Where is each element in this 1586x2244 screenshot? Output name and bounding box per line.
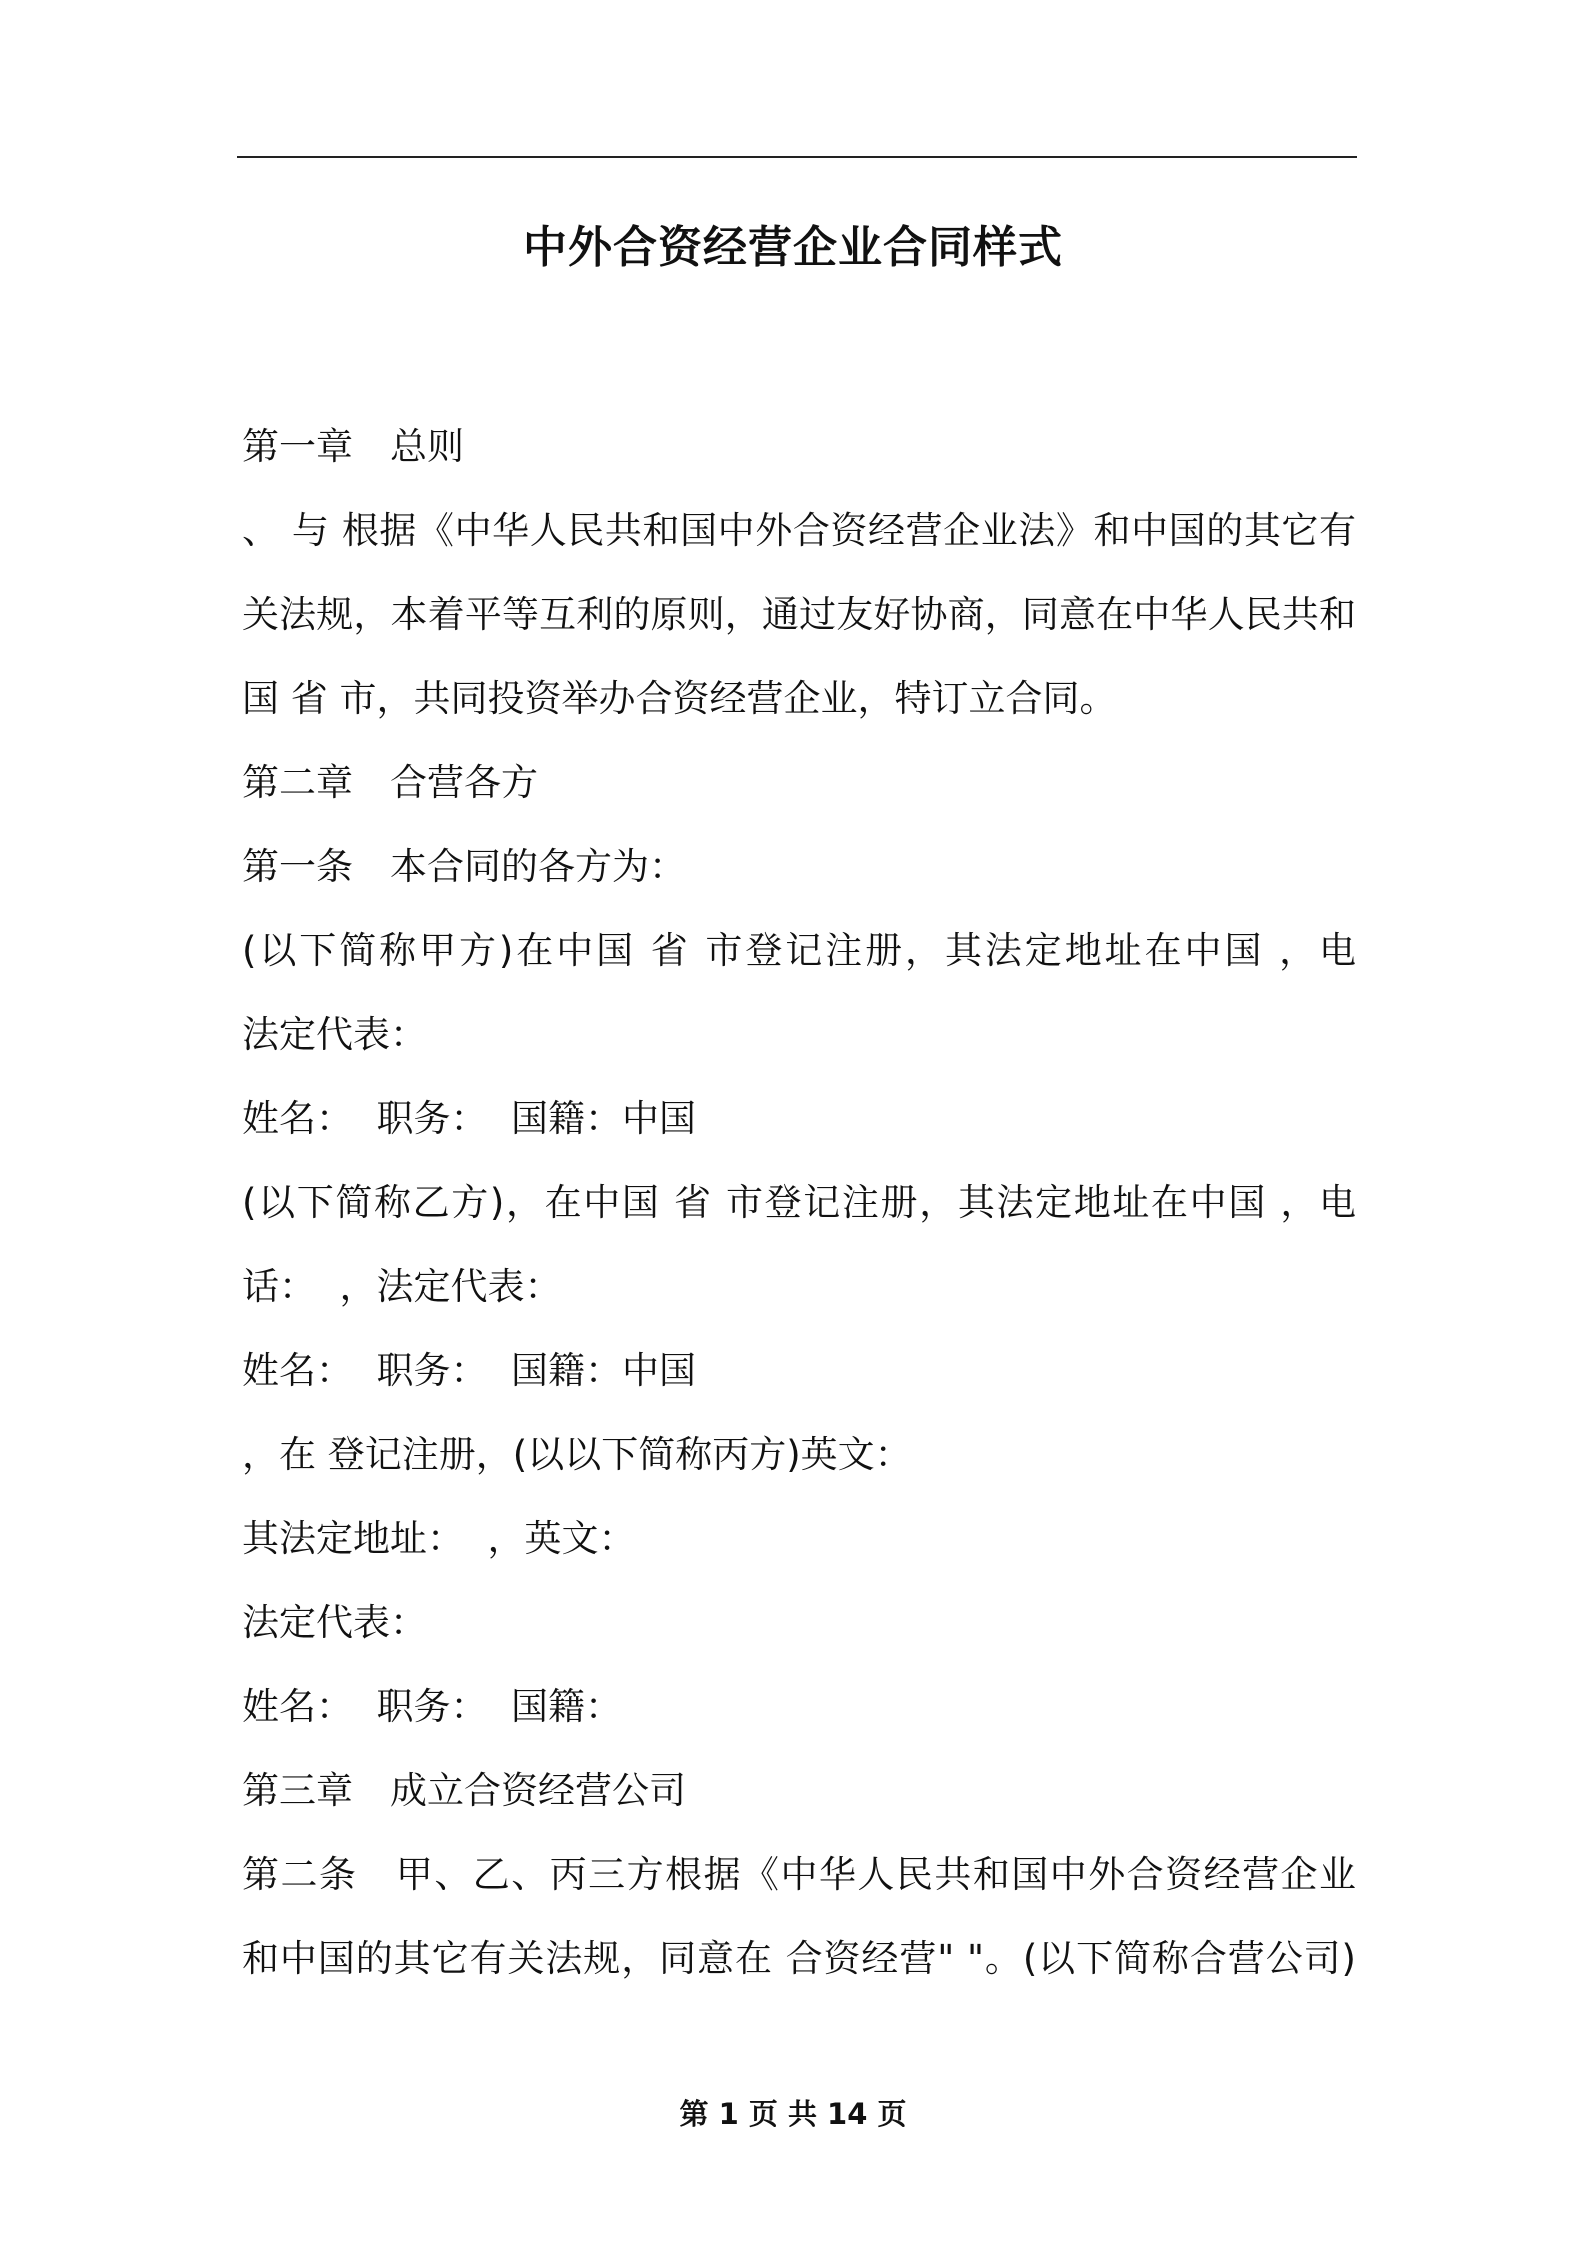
party-b-details: 姓名： 职务： 国籍：中国 bbox=[242, 1349, 697, 1392]
party-c-line: ，在 登记注册，(以以下简称丙方)英文： bbox=[242, 1433, 912, 1476]
document-body bbox=[242, 405, 1356, 2001]
paragraph-line: 关法规，本着平等互利的原则，通过友好协商，同意在中华人民共和 bbox=[242, 593, 1356, 636]
chapter-2-heading: 第二章 合营各方 bbox=[242, 761, 538, 804]
chapter-3-heading: 第三章 成立合资经营公司 bbox=[242, 1769, 686, 1812]
chapter-1-heading: 第一章 总则 bbox=[242, 425, 464, 468]
party-b-representative: 话： ，法定代表： bbox=[242, 1265, 562, 1308]
paragraph-line: 、 与 根据《中华人民共和国中外合资经营企业法》和中国的其它有 bbox=[242, 509, 1356, 552]
paragraph-line: 国 省 市，共同投资举办合资经营企业，特订立合同。 bbox=[242, 677, 1117, 720]
article-2-continuation: 和中国的其它有关法规，同意在 合资经营" "。(以下简称合营公司) bbox=[242, 1937, 1356, 1980]
page-number-footer: 第 1 页 共 14 页 bbox=[679, 2097, 907, 2131]
article-1-heading: 第一条 本合同的各方为： bbox=[242, 845, 686, 888]
party-c-details: 姓名： 职务： 国籍： bbox=[242, 1685, 623, 1728]
party-a-representative: 法定代表： bbox=[242, 1013, 427, 1056]
party-a-details: 姓名： 职务： 国籍：中国 bbox=[242, 1097, 697, 1140]
party-c-representative: 法定代表： bbox=[242, 1601, 427, 1644]
header-rule bbox=[237, 156, 1357, 158]
party-c-address: 其法定地址： ，英文： bbox=[242, 1517, 636, 1560]
party-a-line: (以下简称甲方)在中国 省 市登记注册，其法定地址在中国 ，电 bbox=[242, 929, 1356, 972]
document-title: 中外合资经营企业合同样式 bbox=[523, 222, 1063, 273]
party-b-line: (以下简称乙方)，在中国 省 市登记注册，其法定地址在中国 ，电 bbox=[242, 1181, 1356, 1224]
article-2-line: 第二条 甲、乙、丙三方根据《中华人民共和国中外合资经营企业 bbox=[242, 1853, 1356, 1896]
